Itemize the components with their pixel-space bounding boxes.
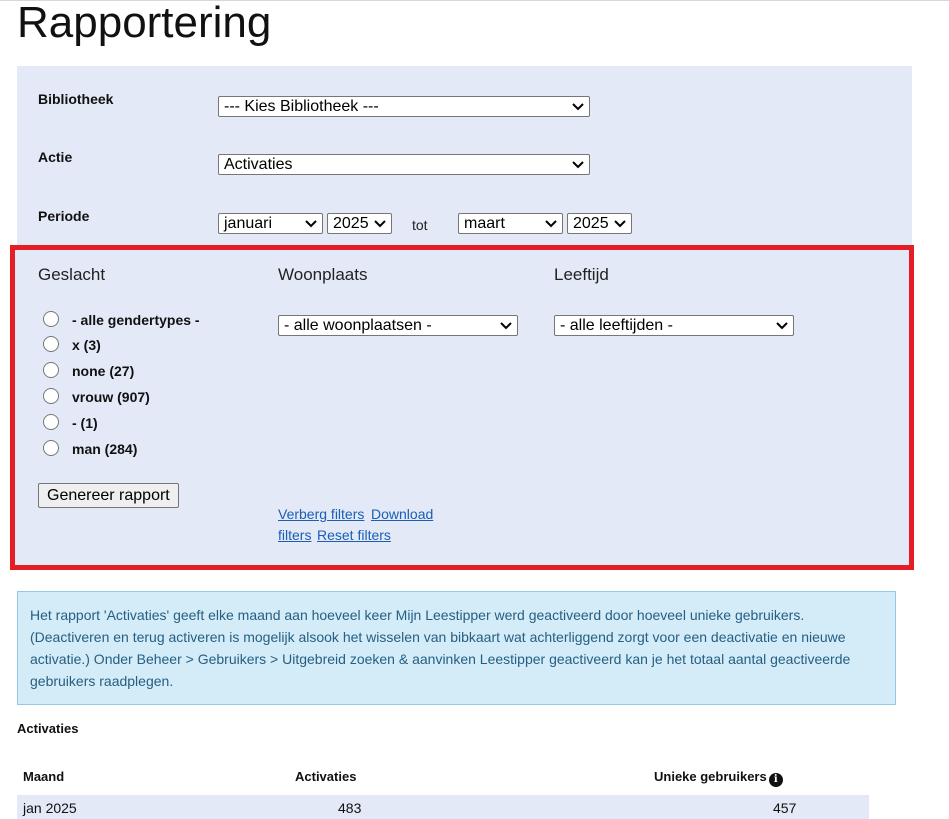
- from-year-value: 2025: [333, 215, 369, 232]
- radio-label: vrouw (907): [72, 389, 150, 405]
- chevron-down-icon: [305, 220, 317, 228]
- radio-button[interactable]: [43, 388, 59, 404]
- bibliotheek-select-value: --- Kies Bibliotheek ---: [224, 98, 379, 115]
- actie-select-value: Activaties: [224, 156, 293, 173]
- actie-label: Actie: [38, 149, 73, 165]
- info-icon[interactable]: i: [769, 773, 783, 787]
- chevron-down-icon: [374, 220, 386, 228]
- radio-label: - (1): [72, 415, 98, 431]
- woonplaats-heading: Woonplaats: [278, 265, 368, 284]
- column-header-maand: Maand: [23, 769, 65, 784]
- reset-filters-link[interactable]: Reset filters: [317, 527, 391, 543]
- from-year-select[interactable]: [327, 213, 392, 234]
- download-filters-link-cont[interactable]: filters: [278, 527, 312, 543]
- to-year-value: 2025: [573, 215, 609, 232]
- to-month-select[interactable]: [458, 213, 563, 234]
- from-month-value: januari: [224, 215, 273, 232]
- chevron-down-icon: [614, 220, 626, 228]
- geslacht-heading: Geslacht: [38, 265, 106, 284]
- woonplaats-select-value: - alle woonplaatsen -: [284, 317, 432, 334]
- leeftijd-select-value: - alle leeftijden -: [560, 317, 673, 334]
- radio-label: - alle gendertypes -: [72, 312, 200, 328]
- page-title: Rapportering: [17, 0, 272, 47]
- radio-label: x (3): [72, 337, 101, 353]
- actie-select[interactable]: [218, 154, 590, 175]
- chevron-down-icon: [776, 322, 788, 330]
- radio-button[interactable]: [43, 440, 59, 456]
- chevron-down-icon: [572, 161, 584, 169]
- cell-unieke: 457: [773, 800, 797, 816]
- periode-label: Periode: [38, 208, 90, 224]
- leeftijd-select[interactable]: [554, 315, 794, 336]
- report-title: Activaties: [17, 721, 79, 736]
- cell-activaties: 483: [338, 800, 362, 816]
- radio-button[interactable]: [43, 311, 59, 327]
- column-header-activaties: Activaties: [295, 769, 357, 784]
- column-header-unieke-label: Unieke gebruikers: [654, 769, 767, 784]
- woonplaats-select[interactable]: [278, 315, 518, 336]
- hide-filters-link[interactable]: Verberg filters: [278, 506, 365, 522]
- bibliotheek-label: Bibliotheek: [38, 91, 114, 107]
- to-month-value: maart: [464, 215, 505, 232]
- generate-report-button[interactable]: Genereer rapport: [38, 483, 179, 508]
- radio-label: man (284): [72, 441, 138, 457]
- chevron-down-icon: [500, 322, 512, 330]
- extra-filters-highlight: [10, 245, 914, 570]
- report-info-box: Het rapport 'Activaties' geeft elke maand aan hoeveel keer Mijn Leestipper werd geactiveerd door hoeveel unieke gebruikers. (Deactiveren en terug activeren is mogelijk alsook het wisselen van bibkaart wat achterliggend zorgt voor een deactivatie en nieuwe activatie.) Onder Beheer > Gebruikers > Uitgebreid zoeken & aanvinken Leestipper geactiveerd kan je het totaal aantal geactiveerde gebruikers raadplegen.: [17, 591, 896, 705]
- bibliotheek-select[interactable]: [218, 96, 590, 117]
- radio-button[interactable]: [43, 336, 59, 352]
- column-header-unieke: [654, 769, 783, 787]
- table-row: [17, 795, 869, 819]
- cell-maand: jan 2025: [23, 800, 77, 816]
- period-separator: tot: [412, 217, 428, 233]
- leeftijd-heading: Leeftijd: [554, 265, 609, 284]
- chevron-down-icon: [572, 103, 584, 111]
- download-filters-link[interactable]: Download: [371, 506, 434, 522]
- radio-button[interactable]: [43, 362, 59, 378]
- from-month-select[interactable]: [218, 213, 323, 234]
- chevron-down-icon: [545, 220, 557, 228]
- radio-label: none (27): [72, 363, 135, 379]
- radio-button[interactable]: [43, 414, 59, 430]
- to-year-select[interactable]: [567, 213, 632, 234]
